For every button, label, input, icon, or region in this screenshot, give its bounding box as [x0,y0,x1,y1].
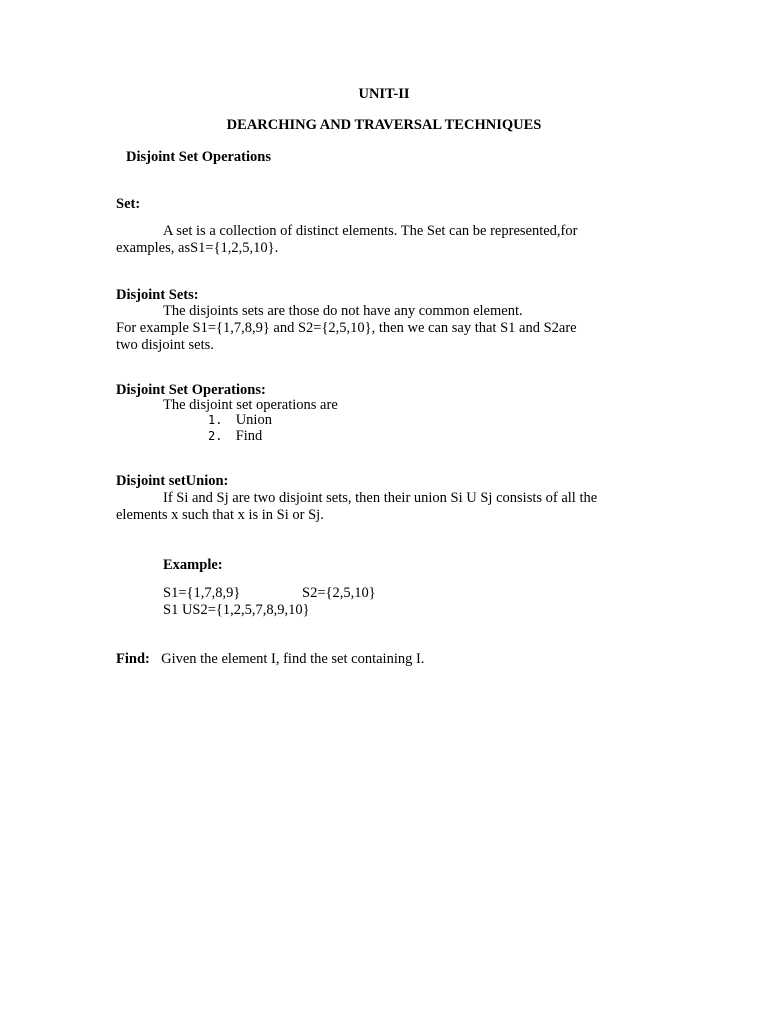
set-heading: Set: [116,196,141,212]
union-line-1: If Si and Sj are two disjoint sets, then their union Si U Sj consists of all the [163,490,598,506]
list-label: Find [235,428,263,444]
section-title: Disjoint Set Operations [126,149,271,165]
set-line-2: examples, asS1={1,2,5,10}. [116,240,279,256]
example-heading: Example: [163,557,223,573]
list-number: 1. [208,413,223,427]
find-heading: Find: [116,651,150,667]
union-line-2: elements x such that x is in Si or Sj. [116,507,324,523]
operations-heading: Disjoint Set Operations: [116,382,266,398]
find-paragraph [116,651,424,668]
disjoint-sets-line-3: two disjoint sets. [116,337,214,353]
disjoint-sets-line-2: For example S1={1,7,8,9} and S2={2,5,10}, then we can say that S1 and S2are [116,320,577,336]
disjoint-sets-line-1: The disjoints sets are those do not have any common element. [163,303,523,319]
union-line-1-wrap [116,490,651,507]
list-item [208,428,262,445]
find-text: Given the element I, find the set containing I. [161,651,425,667]
example-union: S1 US2={1,2,5,7,8,9,10} [163,602,310,618]
unit-title: UNIT-II [358,86,410,102]
list-item [208,412,272,429]
disjoint-sets-heading: Disjoint Sets: [116,287,199,303]
union-heading: Disjoint setUnion: [116,473,229,489]
list-label: Union [235,412,272,428]
list-number: 2. [208,429,223,443]
set-line-1: A set is a collection of distinct elements. The Set can be represented,for [163,223,578,239]
example-s1: S1={1,7,8,9} [163,585,241,601]
page-title: DEARCHING AND TRAVERSAL TECHNIQUES [226,117,542,133]
example-s2: S2={2,5,10} [302,585,376,601]
operations-intro: The disjoint set operations are [163,397,338,413]
